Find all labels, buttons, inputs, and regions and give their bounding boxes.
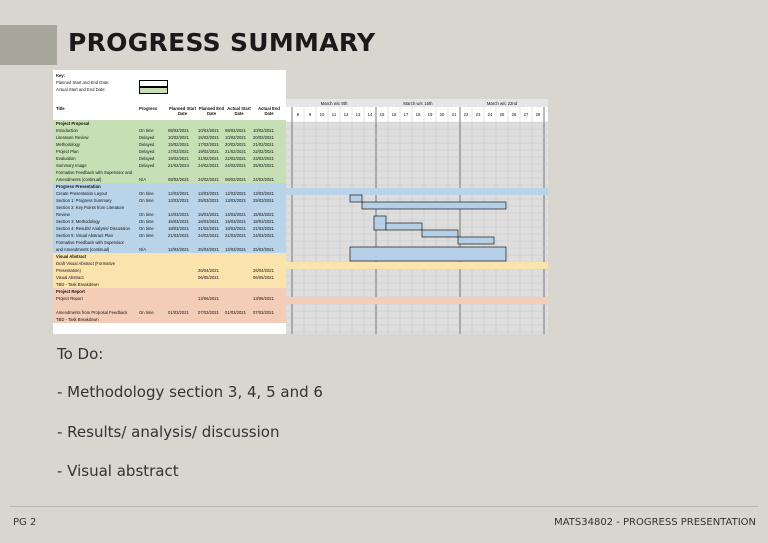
table-row <box>53 239 286 246</box>
table-cell: 08/02/2021 <box>225 128 246 133</box>
table-row <box>53 211 286 218</box>
table-cell: 06/05/2021 <box>253 275 274 280</box>
table-cell: 15/03/2021 <box>225 219 246 224</box>
slide-title: PROGRESS SUMMARY <box>68 28 376 57</box>
table-row <box>53 218 286 225</box>
progress-spreadsheet <box>53 70 286 334</box>
table-cell: Amendments from Proposal Feedback <box>56 310 128 315</box>
gantt-bar <box>386 223 422 230</box>
table-cell: 19/02/2021 <box>198 149 219 154</box>
table-cell: 15/03/2021 <box>253 212 274 217</box>
table-cell: Amendments (continual) <box>56 177 102 182</box>
gantt-section-band-report <box>286 297 548 304</box>
key-planned-label: Planned Start and End Date: <box>56 80 110 85</box>
gantt-day-label: 14 <box>367 112 373 117</box>
gantt-day-label: 9 <box>308 112 312 117</box>
table-cell: 18/03/2021 <box>198 219 219 224</box>
section-title: Project Proposal <box>56 121 90 126</box>
table-cell: 12/03/2021 <box>225 247 246 252</box>
table-cell: Section 1: Progress Summary <box>56 198 112 203</box>
course-code: MATS34802 - PROGRESS PRESENTATION <box>554 517 756 528</box>
table-cell: 24/03/2021 <box>253 233 274 238</box>
table-cell: 10/02/2021 <box>253 128 274 133</box>
table-row <box>53 134 286 141</box>
table-row <box>53 260 286 267</box>
table-cell: Review <box>56 212 70 217</box>
table-cell: 24/02/2021 <box>198 163 219 168</box>
table-cell: 14/03/2021 <box>168 212 189 217</box>
table-row <box>53 190 286 197</box>
table-cell: 15/02/2021 <box>198 135 219 140</box>
table-cell: 26/04/2021 <box>198 268 219 273</box>
table-cell: 12/03/2021 <box>168 191 189 196</box>
gantt-day-label: 20 <box>439 112 445 117</box>
table-cell: On time <box>139 233 154 238</box>
section-title: Visual Abstract <box>56 254 87 259</box>
table-cell: 10/02/2021 <box>168 135 189 140</box>
table-cell: 24/02/2021 <box>225 163 246 168</box>
todo-item-methodology: - Methodology section 3, 4, 5 and 6 <box>57 383 323 401</box>
key-planned-swatch <box>139 80 168 87</box>
table-cell: TBD - Task Breakdown <box>56 282 99 287</box>
table-cell: 01/03/2021 <box>168 310 189 315</box>
gantt-day-label: 28 <box>535 112 541 117</box>
table-row <box>53 162 286 169</box>
table-cell: 18/03/2021 <box>225 226 246 231</box>
gantt-day-label: 16 <box>391 112 397 117</box>
table-cell: 14/03/2021 <box>225 212 246 217</box>
table-cell: 19/02/2021 <box>168 156 189 161</box>
table-row <box>53 274 286 281</box>
table-cell: 18/03/2021 <box>168 226 189 231</box>
table-cell: 06/05/2021 <box>198 275 219 280</box>
gantt-day-label: 25 <box>499 112 505 117</box>
table-cell: Draft Visual Abstract (Formative <box>56 261 116 266</box>
gantt-chart <box>286 99 548 334</box>
gantt-bar <box>422 230 458 237</box>
table-cell: Evaluation <box>56 156 76 161</box>
table-row <box>53 141 286 148</box>
table-cell: 08/02/2021 <box>168 177 189 182</box>
table-row <box>53 316 286 323</box>
table-cell: Formative Feedback with Supervisor and <box>56 170 133 175</box>
gantt-section-band-visual <box>286 262 548 269</box>
table-cell: 20/02/2021 <box>225 142 246 147</box>
table-cell: Delayed <box>139 163 155 168</box>
gantt-week-label: March w/c 8th <box>320 101 348 106</box>
table-row <box>53 197 286 204</box>
table-cell: 15/02/2021 <box>168 142 189 147</box>
table-cell: 26/04/2021 <box>253 268 274 273</box>
gantt-section-band-presentation <box>286 188 548 195</box>
table-cell: 13/06/2021 <box>253 296 274 301</box>
table-row <box>53 225 286 232</box>
table-cell: 25/03/2021 <box>253 198 274 203</box>
table-cell: 21/03/2021 <box>225 233 246 238</box>
column-header: Actual End Date <box>258 106 280 116</box>
table-cell: Create Presentation Layout <box>56 191 107 196</box>
gantt-bar <box>350 247 506 261</box>
table-cell: Presentation) <box>56 268 81 273</box>
gantt-day-label: 21 <box>451 112 457 117</box>
table-cell: Delayed <box>139 135 155 140</box>
table-cell: 01/03/2021 <box>225 310 246 315</box>
table-row <box>53 148 286 155</box>
todo-heading: To Do: <box>57 345 104 363</box>
table-cell: 10/02/2021 <box>225 135 246 140</box>
table-cell: 24/02/2021 <box>253 177 274 182</box>
table-row <box>53 309 286 316</box>
table-row <box>53 127 286 134</box>
table-cell: 17/02/2021 <box>198 142 219 147</box>
table-cell: 21/02/2021 <box>198 156 219 161</box>
table-cell: Section 3: Methodology <box>56 219 100 224</box>
gantt-bar <box>458 237 494 244</box>
gantt-week-label: March w/c 22nd <box>486 101 518 106</box>
table-cell: 13/03/2021 <box>198 191 219 196</box>
page-number: PG 2 <box>13 517 37 528</box>
table-cell: 15/03/2021 <box>168 219 189 224</box>
gantt-day-label: 23 <box>475 112 481 117</box>
table-cell: Section 2: Key Points from Literature <box>56 205 125 210</box>
gantt-bar <box>374 216 386 230</box>
table-cell: 24/03/2021 <box>198 233 219 238</box>
table-cell: Formative Feedback with Supervisor <box>56 240 124 245</box>
table-cell: 13/03/2021 <box>225 198 246 203</box>
table-cell: Summary Image <box>56 163 87 168</box>
section-row <box>53 288 286 295</box>
table-cell: 13/06/2021 <box>198 296 219 301</box>
table-cell: Section 4: Results/ Analysis/ Discussion <box>56 226 131 231</box>
table-cell: 15/03/2021 <box>198 212 219 217</box>
gantt-day-label: 18 <box>415 112 421 117</box>
table-header-row <box>53 106 286 120</box>
table-cell: Project Plan <box>56 149 79 154</box>
gantt-day-label: 26 <box>511 112 517 117</box>
table-cell: 22/02/2021 <box>253 149 274 154</box>
gantt-day-label: 27 <box>523 112 529 117</box>
gantt-day-label: 12 <box>343 112 349 117</box>
key-label: Key: <box>56 73 66 78</box>
todo-item-results: - Results/ analysis/ discussion <box>57 423 280 441</box>
table-cell: 25/03/2021 <box>198 198 219 203</box>
section-row <box>53 183 286 190</box>
gantt-day-label: 11 <box>331 112 337 117</box>
table-cell: On time <box>139 310 154 315</box>
table-cell: Project Report <box>56 296 83 301</box>
table-cell: On time <box>139 128 154 133</box>
table-row <box>53 204 286 211</box>
gantt-svg <box>286 99 548 334</box>
gantt-week-label: March w/c 15th <box>403 101 433 106</box>
section-row <box>53 120 286 127</box>
table-row <box>53 232 286 239</box>
gantt-day-label: 24 <box>487 112 493 117</box>
gantt-day-label: 15 <box>379 112 385 117</box>
gantt-bar <box>362 202 506 209</box>
table-cell: 21/02/2024 <box>168 163 189 168</box>
gantt-bar <box>350 195 362 202</box>
section-title: Project Report <box>56 289 85 294</box>
table-cell: 25/02/2021 <box>253 163 274 168</box>
table-cell: Literature Review <box>56 135 89 140</box>
table-cell: 10/02/2021 <box>198 128 219 133</box>
table-cell: 18/03/2021 <box>253 219 274 224</box>
table-cell: N/A <box>139 247 146 252</box>
gantt-day-label: 13 <box>355 112 361 117</box>
table-row <box>53 246 286 253</box>
section-title: Progress Presentation <box>56 184 101 189</box>
table-row <box>53 155 286 162</box>
table-cell: 21/03/2021 <box>198 226 219 231</box>
table-row <box>53 267 286 274</box>
table-cell: On time <box>139 191 154 196</box>
table-cell: 12/03/2021 <box>168 247 189 252</box>
table-row <box>53 169 286 176</box>
table-row <box>53 281 286 288</box>
table-cell: 08/02/2021 <box>225 177 246 182</box>
table-cell: 13/03/2021 <box>168 198 189 203</box>
table-cell: 24/02/2021 <box>198 177 219 182</box>
table-cell: Methodology <box>56 142 80 147</box>
gantt-day-label: 8 <box>296 112 300 117</box>
todo-item-visual-abstract: - Visual abstract <box>57 462 179 480</box>
key-actual-label: Actual Start and End Date: <box>56 87 106 92</box>
table-cell: Delayed <box>139 142 155 147</box>
table-cell: and Amendments (continual) <box>56 247 110 252</box>
footer-divider <box>10 506 758 507</box>
gantt-day-label: 22 <box>463 112 469 117</box>
table-row <box>53 176 286 183</box>
column-header: Progress <box>139 106 158 111</box>
column-header: Title <box>56 106 65 111</box>
table-cell: On time <box>139 212 154 217</box>
table-cell: 21/03/2021 <box>168 233 189 238</box>
table-cell: 21/03/2021 <box>253 226 274 231</box>
table-cell: 07/03/2021 <box>198 310 219 315</box>
table-cell: 25/03/2021 <box>253 247 274 252</box>
table-cell: 25/03/2021 <box>198 247 219 252</box>
table-cell: 17/02/2021 <box>168 149 189 154</box>
table-cell: Visual Abstract <box>56 275 84 280</box>
table-cell: 21/02/2021 <box>253 142 274 147</box>
table-cell: 20/02/2021 <box>253 135 274 140</box>
table-cell: 13/03/2021 <box>253 191 274 196</box>
table-cell: 08/02/2021 <box>168 128 189 133</box>
table-cell: On time <box>139 198 154 203</box>
table-cell: 12/03/2021 <box>225 191 246 196</box>
column-header: Actual Start Date <box>227 106 251 116</box>
table-cell: Delayed <box>139 149 155 154</box>
table-cell: 22/02/2021 <box>225 156 246 161</box>
table-cell: On time <box>139 219 154 224</box>
gantt-day-label: 19 <box>427 112 433 117</box>
table-cell: On time <box>139 226 154 231</box>
table-cell: 07/03/2021 <box>253 310 274 315</box>
table-cell: 23/02/2021 <box>253 156 274 161</box>
title-accent-block <box>0 25 57 65</box>
column-header: Planned Start Date <box>169 106 196 116</box>
table-cell: 21/02/2021 <box>225 149 246 154</box>
table-cell: TBD - Task Breakdown <box>56 317 99 322</box>
section-row <box>53 253 286 260</box>
column-header: Planned End Date <box>198 106 225 116</box>
key-actual-swatch <box>139 87 168 94</box>
table-cell: N/A <box>139 177 146 182</box>
gantt-day-label: 17 <box>403 112 409 117</box>
table-row <box>53 295 286 302</box>
table-cell: Introduction <box>56 128 78 133</box>
gantt-day-label: 10 <box>319 112 325 117</box>
table-cell: Delayed <box>139 156 155 161</box>
table-cell: Section 5: Visual Abstract Plan <box>56 233 113 238</box>
table-row <box>53 302 286 309</box>
